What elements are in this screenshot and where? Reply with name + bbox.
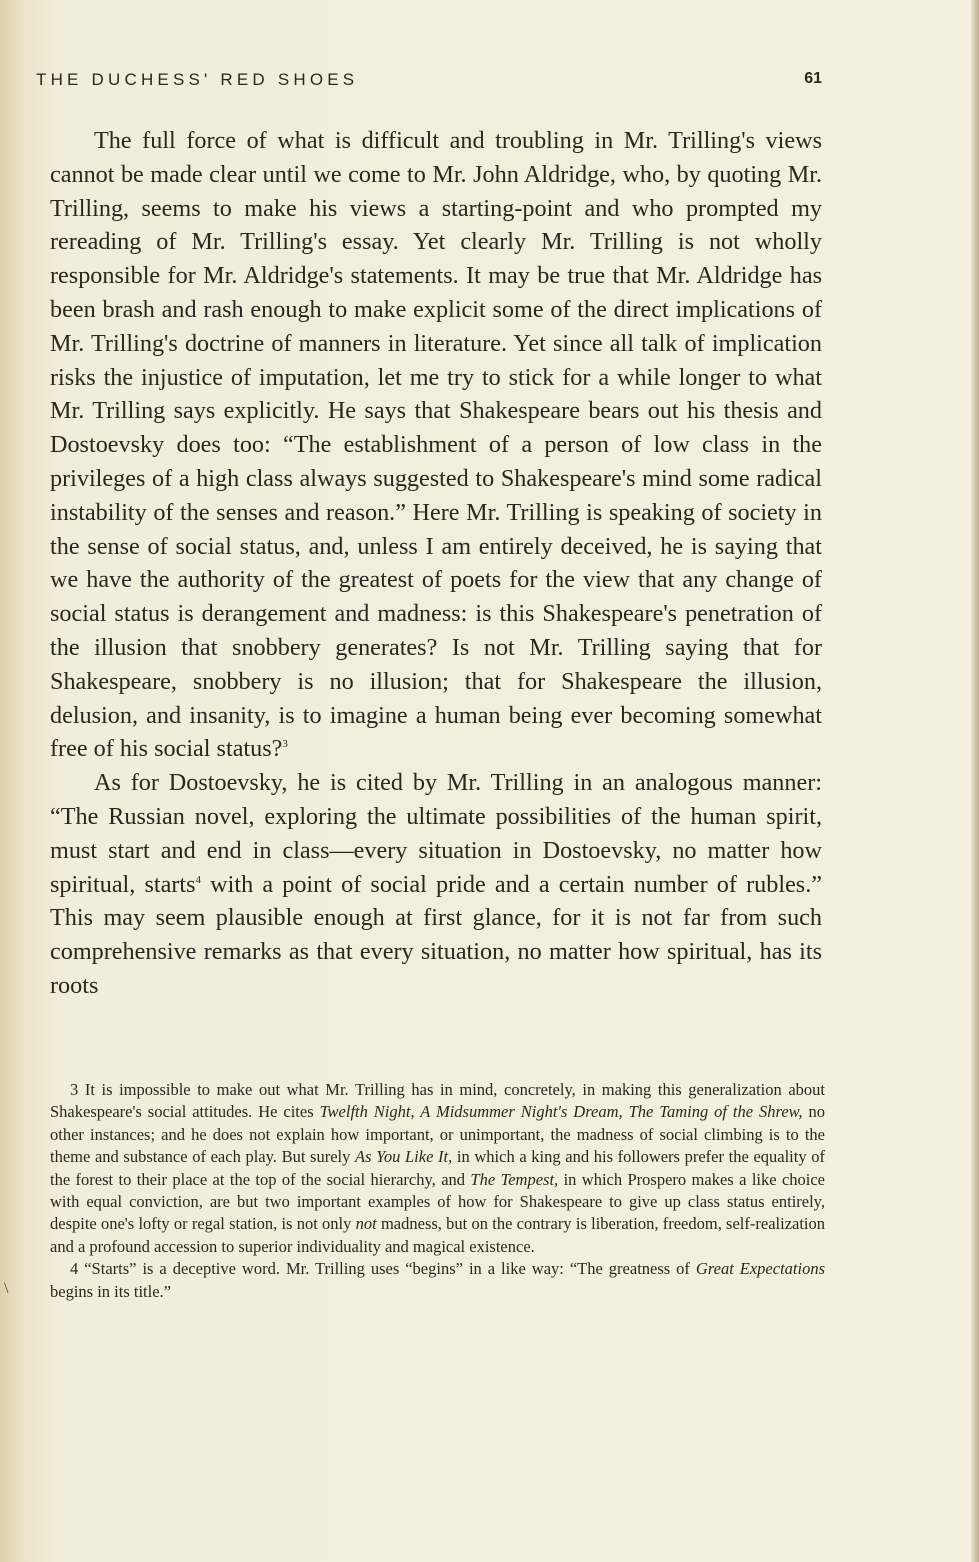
paragraph-2-text-a: As for Dostoevsky, he is cited by Mr. Trilling in an analogous manner: “The Russian novel, exploring the ultimate possibilities of the human spirit, must start and end in class—every situation in Dostoevsky, no matter how spiritual, starts bbox=[50, 769, 822, 898]
running-head: THE DUCHESS' RED SHOES bbox=[36, 70, 359, 89]
page-edge-shadow bbox=[971, 0, 979, 1562]
footnote-ref-4[interactable]: 4 bbox=[195, 873, 202, 886]
page-header bbox=[36, 70, 822, 98]
footnote-3-text-a: 3 It is impossible to make out what Mr. Trilling has in mind, concretely, in making this generalization about Shakespeare's social attitudes. He cites bbox=[50, 1080, 825, 1122]
footnote-3-text-e: madness, but on the contrary is liberation, freedom, self-realization and a profound accession to superior individuality and magical existence. bbox=[50, 1214, 826, 1256]
footnotes bbox=[50, 1079, 825, 1303]
margin-mark: \ bbox=[4, 1280, 9, 1297]
footnote-4-text-b: begins in its title.” bbox=[50, 1281, 171, 1301]
footnote-3-title-3: The Tempest, bbox=[470, 1169, 559, 1189]
paragraph-2 bbox=[50, 766, 822, 1003]
footnote-3-emphasis: not bbox=[355, 1214, 377, 1234]
paragraph-2-text-b: with a point of social pride and a certain number of rubles.” This may seem plausible enough at first glance, for it is not far from such comprehensive remarks as that every situation, no matter how spiritual, has its roots bbox=[50, 870, 822, 999]
footnote-3-text-c: in which a king and his followers prefer the equality of the forest to their place at the top of the social hierarchy, and bbox=[50, 1147, 825, 1189]
footnote-ref-3[interactable]: 3 bbox=[282, 738, 288, 751]
footnote-4-title: Great Expectations bbox=[695, 1259, 825, 1279]
footnote-3-text-d: in which Prospero makes a like choice with equal conviction, are but two important examples of how for Shakespeare to give up class status entirely, despite one's lofty or regal station, is not only bbox=[50, 1169, 826, 1234]
paragraph-1-text: The full force of what is difficult and troubling in Mr. Trilling's views cannot be made clear until we come to Mr. John Aldridge, who, by quoting Mr. Trilling, seems to make his views a starting-point and who prompted my rereading of Mr. Trilling's essay. Yet clearly Mr. Trilling is not wholly responsible for Mr. Aldridge's statements. It may be true that Mr. Aldridge has been brash and rash enough to make explicit some of the direct implications of Mr. Trilling's doctrine of manners in literature. Yet since all talk of implication risks the injustice of imputation, let me try to stick for a while longer to what Mr. Trilling says explicitly. He says that Shakespeare bears out his thesis and Dostoevsky does too: “The establishment of a person of low class in the privileges of a high class always suggested to Shakespeare's mind some radical instability of the senses and reason.” Here Mr. Trilling is speaking of society in the sense of social status, and, unless I am entirely deceived, he is saying that we have the authority of the greatest of poets for the view that any change of social status is derangement and madness: is this Shakespeare's penetration of the illusion that snobbery generates? Is not Mr. Trilling saying that for Shakespeare, snobbery is no illusion; that for Shakespeare the illusion, delusion, and insanity, is to imagine a human being ever becoming somewhat free of his social status? bbox=[50, 127, 822, 763]
footnote-3-text-b: no other instances; and he does not explain how important, or unimportant, the madness of social climbing is to the theme and substance of each play. But surely bbox=[50, 1102, 826, 1167]
footnote-4-text-a: 4 “Starts” is a deceptive word. Mr. Trilling uses “begins” in a like way: “The greatness of bbox=[70, 1259, 696, 1279]
footnote-3-title-2: As You Like It, bbox=[355, 1147, 453, 1167]
page-number: 61 bbox=[804, 70, 822, 87]
body-text bbox=[50, 124, 822, 1003]
paragraph-1 bbox=[50, 124, 822, 766]
footnote-3 bbox=[50, 1079, 825, 1258]
footnote-4 bbox=[50, 1258, 825, 1303]
footnote-3-titles-1: Twelfth Night, A Midsummer Night's Dream, The Taming of the Shrew, bbox=[319, 1102, 803, 1122]
